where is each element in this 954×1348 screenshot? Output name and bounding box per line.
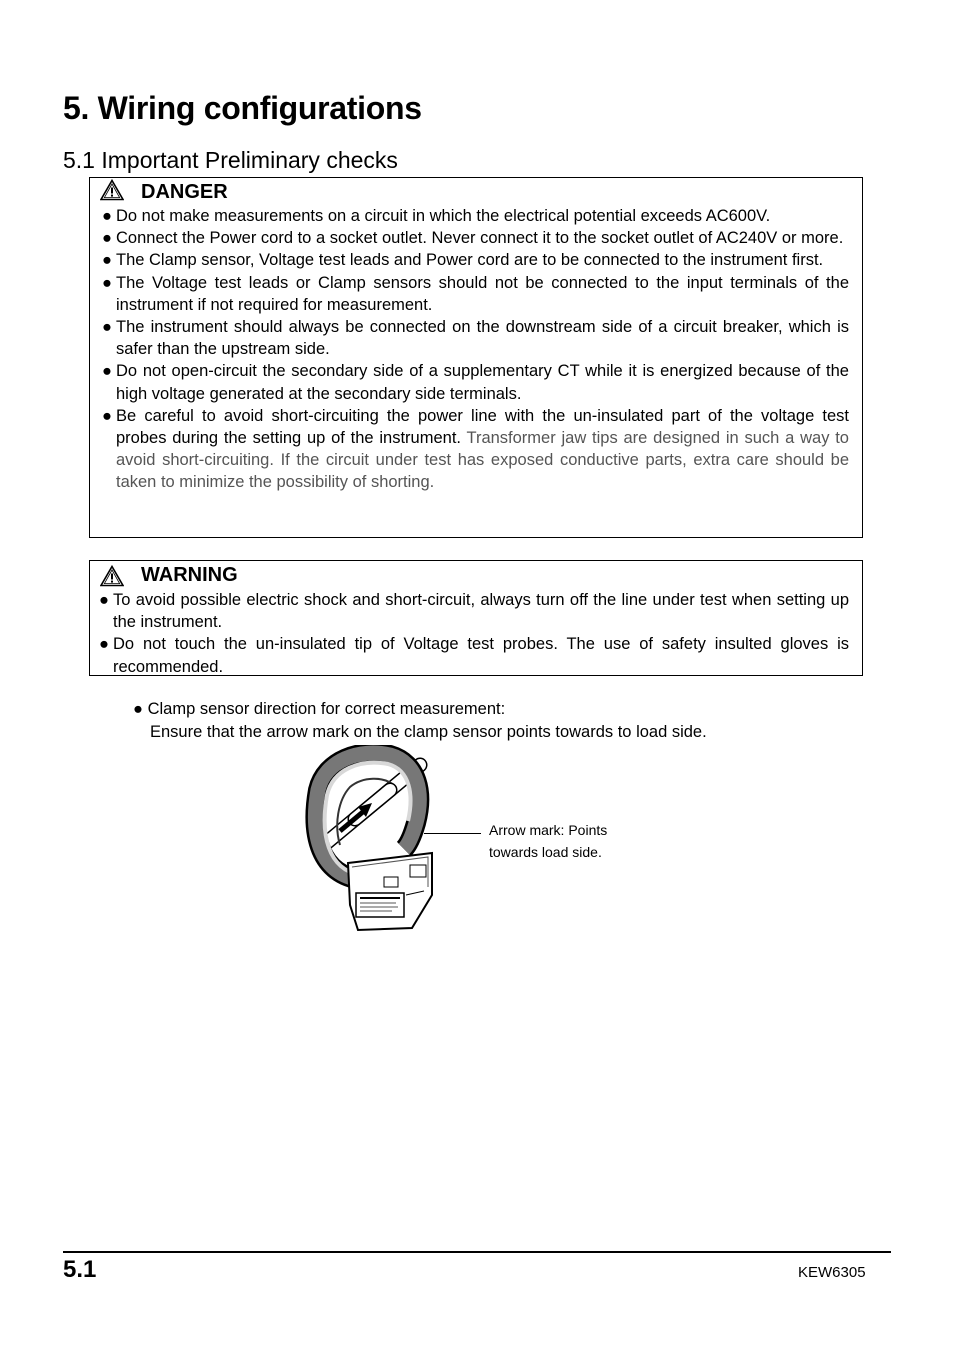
bullet-icon: ●: [102, 273, 112, 292]
list-item: ● Be careful to avoid short-circuiting the power line with the un-insulated part of the voltage test probes during the setting up of the instrument. Transformer jaw tips are designed in such a way to avoid short-circuiting. If the circuit under test has exposed conductive parts, extra care should be taken to minimize the possibility of shorting.: [102, 406, 849, 492]
list-item: ● Do not open-circuit the secondary side of a supplementary CT while it is energized because of the high voltage generated at the secondary side terminals.: [102, 362, 849, 403]
danger-heading: DANGER: [141, 181, 228, 203]
clamp-direction-note: [133, 698, 707, 744]
section-title: 5.1 Important Preliminary checks: [63, 147, 398, 173]
warning-triangle-icon: [100, 565, 124, 587]
list-item: ● To avoid possible electric shock and short-circuit, always turn off the line under test when setting up the instrument.: [99, 591, 849, 632]
clamp-note-line1: Clamp sensor direction for correct measurement:: [147, 700, 506, 718]
list-item: ● Connect the Power cord to a socket outlet. Never connect it to the socket outlet of AC240V or more.: [102, 227, 849, 249]
clamp-sensor-body: [348, 853, 432, 930]
model-name: KEW6305: [798, 1264, 866, 1281]
danger-list: [102, 205, 849, 494]
warning-heading: WARNING: [141, 564, 238, 586]
warning-box: [89, 560, 863, 676]
list-item: ● Do not make measurements on a circuit in which the electrical potential exceeds AC600V.: [102, 205, 849, 227]
clamp-sensor-illustration: [300, 745, 440, 935]
list-item: ● The Voltage test leads or Clamp sensors should not be connected to the input terminals of the instrument if not required for measurement.: [102, 273, 849, 314]
jaw-tip-note: Transformer jaw tips are designed in such a way to avoid short-circuiting. If the circuit under test has exposed conductive parts, extra care should be taken to minimize the possibility of shorting.: [116, 429, 849, 492]
bullet-icon: ●: [102, 406, 112, 425]
figure-caption: Arrow mark: Points towards load side.: [489, 822, 608, 860]
danger-box: [89, 177, 863, 538]
warning-triangle-icon: [100, 179, 124, 201]
callout-line: [424, 833, 481, 834]
warning-list: [99, 589, 849, 678]
list-item: ● Do not touch the un-insulated tip of Voltage test probes. The use of safety insulted gloves is recommended.: [99, 635, 849, 676]
chapter-title: 5. Wiring configurations: [63, 90, 422, 126]
bullet-icon: ●: [102, 207, 112, 225]
bullet-icon: ●: [102, 251, 112, 270]
bullet-icon: ●: [133, 700, 143, 718]
bullet-icon: ●: [102, 229, 112, 248]
clamp-note-line2: Ensure that the arrow mark on the clamp sensor points towards to load side.: [150, 723, 707, 741]
bullet-icon: ●: [102, 362, 112, 381]
bullet-icon: ●: [102, 318, 112, 337]
list-item: ● The Clamp sensor, Voltage test leads and Power cord are to be connected to the instrument first.: [102, 249, 849, 271]
page-number: 5.1: [63, 1256, 97, 1283]
footer-rule: [63, 1251, 891, 1253]
bullet-icon: ●: [99, 591, 109, 609]
bullet-icon: ●: [99, 635, 109, 654]
list-item: ● The instrument should always be connected on the downstream side of a circuit breaker, which is safer than the upstream side.: [102, 318, 849, 359]
